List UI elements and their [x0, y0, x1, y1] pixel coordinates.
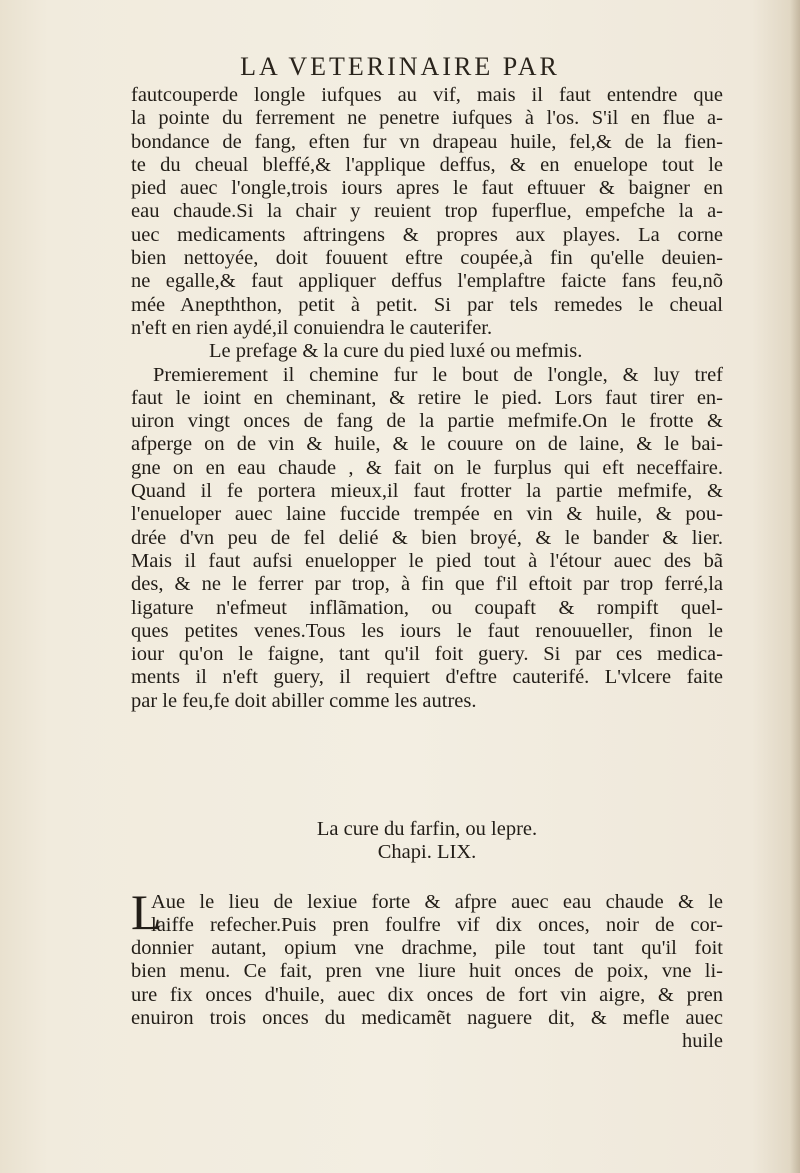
text-line: n'eft en rien aydé,il conuiendra le cauterifer.	[131, 316, 493, 339]
text-line: afperge on de vin & huile, & le couure on de laine, & le bai-	[131, 433, 723, 456]
text-line: des, & ne le ferrer par trop, à fin que f'il eftoit par trop ferré,la	[131, 573, 723, 596]
text-line: laiffe refecher.Puis pren foulfre vif dix onces, noir de cor-	[151, 913, 723, 936]
text-line: Premierement il chemine fur le bout de l'ongle, & luy tref	[153, 363, 723, 386]
text-line: la pointe du ferrement ne penetre iufques à l'os. S'il en flue a-	[131, 107, 723, 130]
text-line: donnier autant, opium vne drachme, pile tout tant qu'il foit	[131, 937, 723, 960]
paragraph-farcy-cure	[131, 883, 723, 1054]
text-line: gne on en eau chaude , & fait on le furplus qui eft neceffaire.	[131, 456, 723, 479]
drop-capital: L	[131, 883, 162, 940]
text-line: Quand il fe portera mieux,il faut frotter la partie mefmife, &	[131, 480, 723, 503]
text-line: par le feu,fe doit abiller comme les autres.	[131, 689, 477, 712]
text-line: ments il n'eft guery, il requiert d'eftre cauterifé. L'vlcere faite	[131, 666, 723, 689]
text-line: l'enueloper auec laine fuccide trempée en vin & huile, & pou-	[131, 503, 723, 526]
chapter-number: Chapi. LIX.	[377, 841, 477, 864]
text-line: mée Anepththon, petit à petit. Si par tels remedes le cheual	[131, 293, 723, 316]
paragraph-hoof-cutting	[131, 84, 723, 340]
text-line: bien menu. Ce fait, pren vne liure huit onces de poix, vne li-	[131, 960, 723, 983]
text-line: faut le ioint en cheminant, & retire le pied. Lors faut tirer en-	[131, 386, 723, 409]
text-line: ques petites venes.Tous les iours le faut renouueller, finon le	[131, 619, 723, 642]
chapter-heading: La cure du farfin, ou lepre.	[316, 818, 538, 840]
text-line: pied auec l'ongle,trois iours apres le faut eftuuer & baigner en	[131, 177, 723, 200]
text-line: drée d'vn peu de fel delié & bien broyé, & le bander & lier.	[131, 526, 723, 549]
text-line: enuiron trois onces du medicamẽt naguere dit, & mefle auec	[131, 1007, 723, 1030]
text-line: bondance de fang, eften fur vn drapeau huile, fel,& de la fien-	[131, 130, 723, 153]
section-heading: Le prefage & la cure du pied luxé ou mefmis.	[209, 340, 583, 363]
text-line: iour qu'on le faigne, tant qu'il foit guery. Si par ces medica-	[131, 643, 723, 666]
text-line: Aue le lieu de lexiue forte & afpre auec eau chaude & le	[151, 890, 723, 913]
text-line: ne egalle,& faut appliquer deffus l'emplaftre faicte fans feu,nõ	[131, 270, 723, 293]
text-line: bien nettoyée, doit fouuent eftre coupée,à fin qu'elle deuien-	[131, 247, 723, 270]
text-line: eau chaude.Si la chair y reuient trop fuperflue, empefche la a-	[131, 200, 723, 223]
text-line: te du cheual bleffé,& l'applique deffus, & en enuelope tout le	[131, 153, 723, 176]
dropcap-lines	[131, 883, 723, 940]
page-edge-shadow	[790, 0, 800, 1173]
text-column-top	[131, 84, 723, 713]
text-line: Mais il faut aufsi enuelopper le pied tout à l'étour auec des bã	[131, 549, 723, 572]
text-line: fautcouperde longle iufques au vif, mais il faut entendre que	[131, 84, 723, 106]
text-line: ligature n'efmeut inflãmation, ou coupaft & rompift quel-	[131, 596, 723, 619]
catchword: huile	[682, 1030, 723, 1053]
text-line: ure fix onces d'huile, auec dix onces de fort vin aigre, & pren	[131, 983, 723, 1006]
paragraph-luxated-foot	[131, 364, 723, 713]
text-column-bottom	[131, 818, 723, 1054]
text-line: uiron vingt onces de fang de la partie mefmife.On le frotte &	[131, 410, 723, 433]
running-head: LA VETERINAIRE PAR	[240, 52, 560, 81]
text-line: uec medicaments aftringens & propres aux playes. La corne	[131, 223, 723, 246]
